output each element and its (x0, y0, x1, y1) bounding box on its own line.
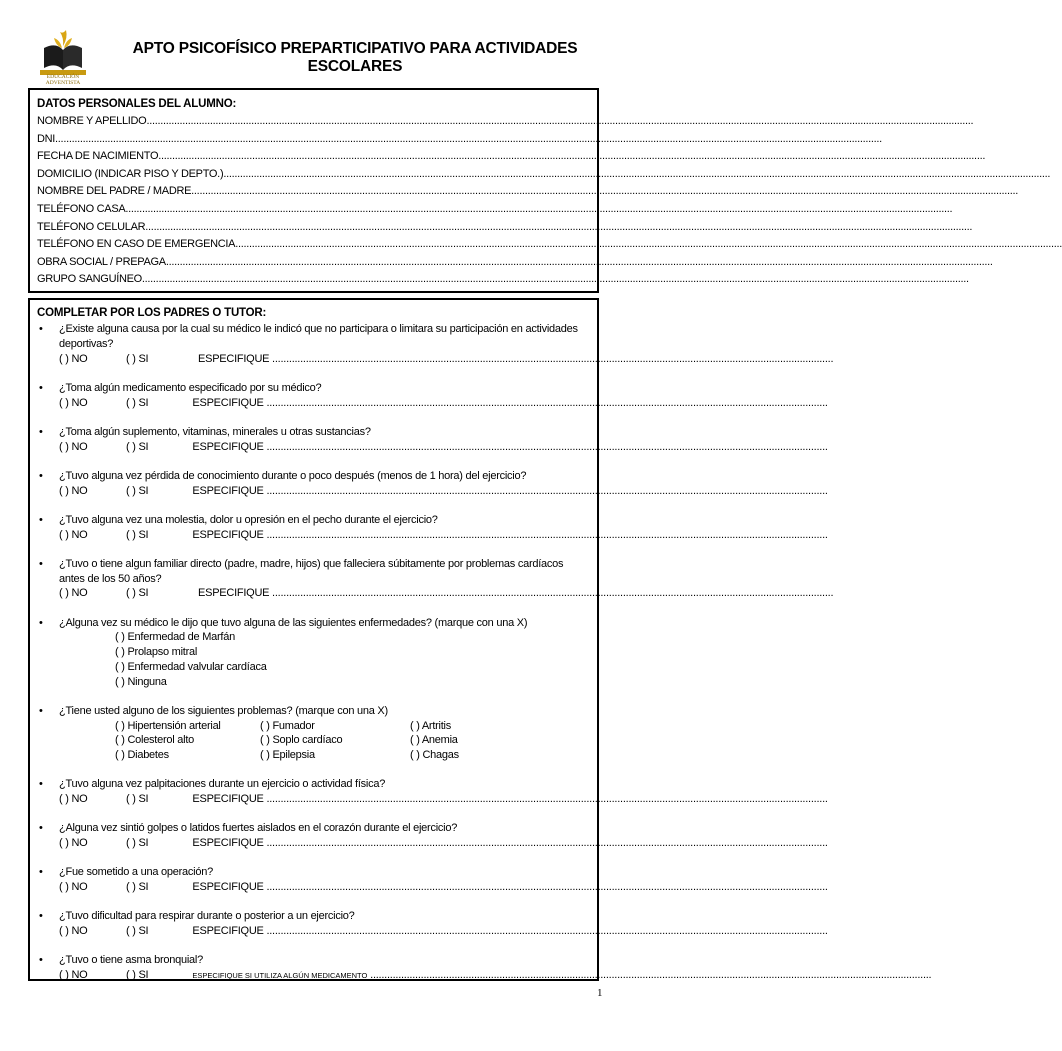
checkbox-option[interactable]: ( ) Epilepsia (260, 749, 315, 762)
school-logo (30, 24, 96, 88)
question-7: • ¿Alguna vez su médico le dijo que tuvo alguna de las siguientes enfermedades? (marque con una X) ( ) Enfermedad de Marfán ( ) Prolapso mitral ( ) Enfermedad valvular cardíaca ( ) Ninguna (37, 616, 584, 690)
question-13: • ¿Tuvo o tiene asma bronquial? ( ) NO ( ) SI ESPECIFIQUE SI UTILIZA ALGÚN MEDICAMENTO ........................................................................................................................................................................................................ (37, 953, 584, 984)
field-line[interactable]: NOMBRE Y APELLIDO............................................................................................................................................................................................................................................................................................................ (37, 115, 974, 127)
datos-fields (37, 113, 1062, 289)
checkbox-option[interactable]: ( ) Hipertensión arterial (115, 719, 221, 732)
field-line[interactable]: DOMICILIO (INDICAR PISO Y DEPTO.)............................................................................................................................................................................................................................................................................................................ (37, 167, 1051, 180)
answer-row[interactable]: ( ) NO ( ) SI ESPECIFIQUE ........................................................................................................................................................................................................ (59, 925, 828, 938)
padres-heading: COMPLETAR POR LOS PADRES O TUTOR: (37, 307, 267, 319)
checkbox-option[interactable]: ( ) Artritis (410, 719, 451, 732)
question-6: • ¿Tuvo o tiene algun familiar directo (padre, madre, hijos) que falleciera súbitamente por problemas cardíacos antes de los 50 años? ( ) NO ( ) SI ESPECIFIQUE ........................................................................................................................................................................................................ (39, 557, 834, 600)
answer-row[interactable]: ( ) NO ( ) SI ESPECIFIQUE ........................................................................................................................................................................................................ (59, 793, 828, 806)
field-line[interactable]: TELÉFONO CASA............................................................................................................................................................................................................................................................................................................ (37, 202, 953, 215)
checkbox-option[interactable]: ( ) Prolapso mitral (115, 646, 198, 659)
question-2: • ¿Toma algún medicamento especificado por su médico? ( ) NO ( ) SI ESPECIFIQUE ........................................................................................................................................................................................................ (39, 381, 828, 409)
answer-row[interactable]: ( ) NO ( ) SI ESPECIFIQUE ........................................................................................................................................................................................................ (59, 587, 834, 600)
answer-row[interactable]: ( ) NO ( ) SI ESPECIFIQUE ........................................................................................................................................................................................................ (59, 528, 828, 541)
answer-row[interactable]: ( ) NO ( ) SI ESPECIFIQUE ........................................................................................................................................................................................................ (59, 881, 828, 894)
question-11: • ¿Fue sometido a una operación? ( ) NO ( ) SI ESPECIFIQUE ........................................................................................................................................................................................................ (39, 866, 828, 894)
answer-row[interactable]: ( ) NO ( ) SI ESPECIFIQUE ........................................................................................................................................................................................................ (59, 440, 828, 453)
checkbox-option[interactable]: ( ) Fumador (260, 719, 315, 732)
checkbox-option[interactable]: ( ) Ninguna (115, 675, 167, 688)
answer-row[interactable]: ( ) NO ( ) SI ESPECIFIQUE ........................................................................................................................................................................................................ (59, 484, 828, 497)
checkbox-option[interactable]: ( ) Soplo cardíaco (260, 734, 343, 747)
field-line[interactable]: GRUPO SANGUÍNEO............................................................................................................................................................................................................................................................................................................ (37, 273, 969, 286)
checkbox-option[interactable]: ( ) Diabetes (115, 749, 169, 762)
question-1: • ¿Existe alguna causa por la cual su médico le indicó que no participara o limitara su participación en actividades deportivas? ( ) NO ( ) SI ESPECIFIQUE ........................................................................................................................................................................................................ (39, 323, 834, 365)
checkbox-option[interactable]: ( ) Colesterol alto (115, 734, 195, 747)
question-9: • ¿Tuvo alguna vez palpitaciones durante un ejercicio o actividad física? ( ) NO ( ) SI ESPECIFIQUE ........................................................................................................................................................................................................ (39, 778, 828, 806)
field-line[interactable]: OBRA SOCIAL / PREPAGA............................................................................................................................................................................................................................................................................................................ (37, 255, 993, 268)
page-number: 1 (597, 987, 603, 999)
logo-text: EDUCACIÓN ADVENTISTA (45, 74, 81, 86)
field-line[interactable]: FECHA DE NACIMIENTO............................................................................................................................................................................................................................................................................................................ (37, 150, 986, 163)
checkbox-option[interactable]: ( ) Enfermedad valvular cardíaca (115, 660, 267, 673)
question-12: • ¿Tuvo dificultad para respirar durante o posterior a un ejercicio? ( ) NO ( ) SI ESPECIFIQUE ........................................................................................................................................................................................................ (39, 910, 828, 938)
field-line[interactable]: NOMBRE DEL PADRE / MADRE............................................................................................................................................................................................................................................................................................................ (37, 185, 1019, 198)
page-title: APTO PSICOFÍSICO PREPARTICIPATIVO PARA ACTIVIDADES ESCOLARES (132, 40, 578, 75)
question-4: • ¿Tuvo alguna vez pérdida de conocimiento durante o poco después (menos de 1 hora) del ejercicio? ( ) NO ( ) SI ESPECIFIQUE ........................................................................................................................................................................................................ (39, 469, 828, 497)
padres-section (28, 298, 932, 982)
field-line[interactable]: DNI............................................................................................................................................................................................................................................................................................................ (37, 132, 882, 145)
answer-row[interactable]: ( ) NO ( ) SI ESPECIFIQUE ........................................................................................................................................................................................................ (59, 352, 834, 365)
field-line[interactable]: TELÉFONO EN CASO DE EMERGENCIA............................................................................................................................................................................................................................................................................................................ (37, 238, 1062, 251)
question-3: • ¿Toma algún suplemento, vitaminas, minerales u otras sustancias? ( ) NO ( ) SI ESPECIFIQUE ........................................................................................................................................................................................................ (39, 425, 828, 453)
answer-row[interactable]: ( ) NO ( ) SI ESPECIFIQUE ........................................................................................................................................................................................................ (59, 396, 828, 409)
answer-row[interactable]: ( ) NO ( ) SI ESPECIFIQUE SI UTILIZA ALGÚN MEDICAMENTO ........................................................................................................................................................................................................ (59, 969, 932, 982)
datos-heading: DATOS PERSONALES DEL ALUMNO: (37, 98, 237, 110)
question-5: • ¿Tuvo alguna vez una molestia, dolor u opresión en el pecho durante el ejercicio? ( ) NO ( ) SI ESPECIFIQUE ........................................................................................................................................................................................................ (39, 513, 828, 541)
options-grid (59, 719, 584, 763)
question-10: • ¿Alguna vez sintió golpes o latidos fuertes aislados en el corazón durante el ejercicio? ( ) NO ( ) SI ESPECIFIQUE ........................................................................................................................................................................................................ (39, 822, 828, 850)
field-line[interactable]: TELÉFONO CELULAR............................................................................................................................................................................................................................................................................................................ (37, 220, 973, 233)
answer-row[interactable]: ( ) NO ( ) SI ESPECIFIQUE ........................................................................................................................................................................................................ (59, 837, 828, 850)
datos-personales-section (28, 88, 1062, 293)
question-8: • ¿Tiene usted alguno de los siguientes problemas? (marque con una X) ( ) Hipertensión arterial ( ) Fumador ( ) Artritis ( ) Colesterol alto ( ) Soplo cardíaco ( ) Anemia ( ) Diabetes ( ) Epilepsia ( ) Chagas (37, 704, 584, 763)
checkbox-option[interactable]: ( ) Enfermedad de Marfán (115, 631, 235, 644)
checkbox-option[interactable]: ( ) Chagas (410, 749, 459, 762)
checkbox-option[interactable]: ( ) Anemia (410, 734, 458, 747)
